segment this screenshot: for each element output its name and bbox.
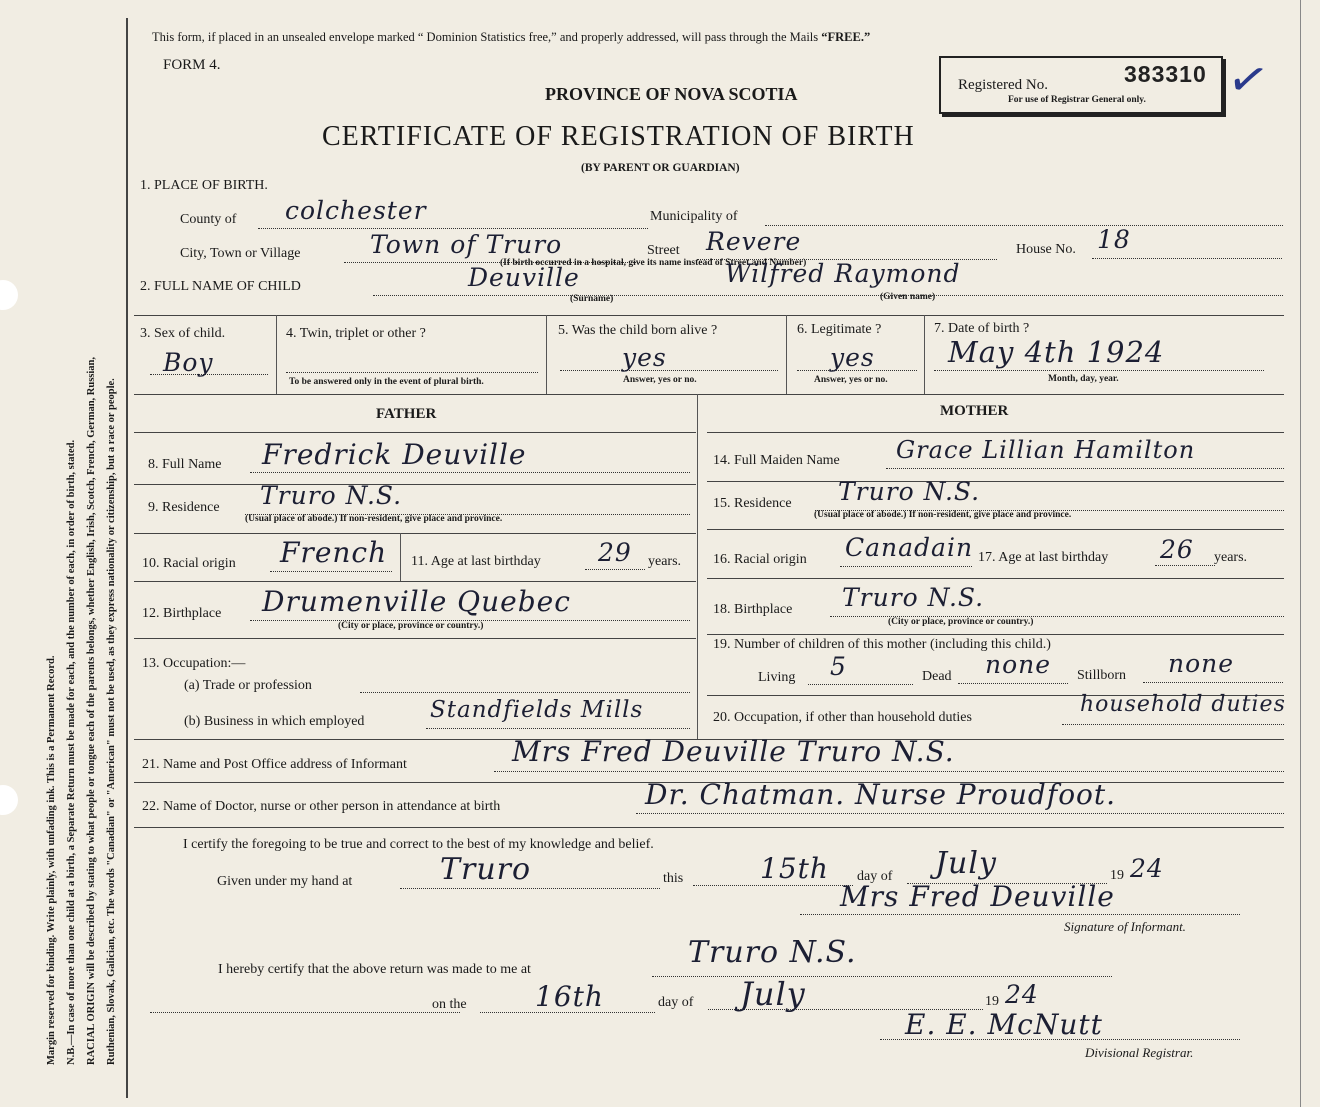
father-occupation-label: 13. Occupation:—: [142, 656, 246, 671]
sex-label: 3. Sex of child.: [140, 326, 226, 341]
child-surname-value: Deuville: [468, 263, 580, 292]
city-value: Town of Truro: [370, 230, 563, 259]
mother-birthplace-note: (City or place, province or country.): [888, 617, 1034, 627]
check-mark: ✓: [1222, 50, 1274, 111]
father-birthplace-label: 12. Birthplace: [142, 606, 222, 621]
mother-occupation-label: 20. Occupation, if other than household duties: [713, 710, 972, 725]
given-name-note: (Given name): [880, 292, 936, 302]
registrar-year-value: 24: [1005, 980, 1039, 1009]
certify-this-label: this: [663, 871, 684, 886]
sex-value: Boy: [163, 348, 214, 377]
registrar-statement: I hereby certify that the above return was made to me at: [218, 962, 531, 977]
born-alive-label: 5. Was the child born alive ?: [558, 323, 718, 338]
father-trade-label: (a) Trade or profession: [184, 678, 312, 693]
certify-statement: I certify the foregoing to be true and correct to the best of my knowledge and belief.: [183, 837, 654, 852]
certificate-subtitle: (BY PARENT OR GUARDIAN): [581, 162, 740, 174]
legitimate-value: yes: [830, 343, 875, 372]
father-racial-origin-value: French: [280, 536, 388, 569]
born-alive-value: yes: [622, 343, 667, 372]
margin-rule: [126, 18, 128, 1098]
margin-note-4: Ruthenian, Slovak, Galician, etc. The words "Canadian" or "American" must not be used, as they express nationality or citizenship, but a race or people.: [106, 378, 117, 1065]
twin-note: To be answered only in the event of plural birth.: [289, 377, 484, 387]
mail-notice-free: “FREE.”: [821, 30, 871, 44]
father-birthplace-note: (City or place, province or country.): [338, 621, 484, 631]
child-name-label: 2. FULL NAME OF CHILD: [140, 279, 301, 294]
mother-residence-label: 15. Residence: [713, 496, 792, 511]
date-of-birth-note: Month, day, year.: [1048, 374, 1119, 384]
father-residence-value: Truro N.S.: [260, 481, 403, 510]
registered-note: For use of Registrar General only.: [1008, 95, 1146, 105]
living-value: 5: [830, 652, 847, 681]
certify-day-value: 15th: [760, 852, 829, 885]
city-label: City, Town or Village: [180, 246, 301, 261]
certify-place-value: Truro: [440, 852, 532, 887]
informant-value: Mrs Fred Deuville Truro N.S.: [512, 735, 955, 768]
mother-residence-value: Truro N.S.: [838, 477, 981, 506]
father-age-unit: years.: [648, 554, 682, 569]
signature-of-informant-label: Signature of Informant.: [1064, 919, 1186, 934]
margin-note-3: RACIAL ORIGIN will be described by stating to what people or tongue each of the parents belongs, whether English, Irish, Scotch, French, German, Russian,: [86, 356, 97, 1065]
father-name-label: 8. Full Name: [148, 457, 222, 472]
county-value: colchester: [285, 196, 427, 225]
certify-month-value: July: [935, 846, 997, 881]
mother-name-value: Grace Lillian Hamilton: [896, 436, 1196, 464]
mother-residence-note: (Usual place of abode.) If non-resident, give place and province.: [814, 510, 1072, 520]
father-heading: FATHER: [376, 406, 437, 422]
certify-dayof-label: day of: [857, 869, 893, 884]
hospital-note: (If birth occurred in a hospital, give its name instead of Street and Number): [500, 258, 807, 268]
certificate-title: CERTIFICATE OF REGISTRATION OF BIRTH: [322, 121, 915, 152]
mother-age-label: 17. Age at last birthday: [978, 550, 1109, 565]
twin-label: 4. Twin, triplet or other ?: [286, 326, 426, 341]
mother-racial-origin-value: Canadain: [845, 533, 974, 562]
certify-year-value: 24: [1130, 854, 1164, 883]
binding-hole-top: [0, 280, 18, 310]
municipality-label: Municipality of: [650, 209, 738, 224]
house-number-label: House No.: [1016, 242, 1076, 257]
mother-occupation-value: household duties: [1080, 692, 1286, 717]
mail-notice: [152, 30, 870, 45]
street-label: Street: [647, 243, 680, 258]
certify-year-prefix: 19: [1110, 868, 1124, 883]
registered-label: Registered No.: [958, 77, 1048, 93]
province-heading: PROVINCE OF NOVA SCOTIA: [545, 84, 798, 104]
children-count-label: 19. Number of children of this mother (including this child.): [713, 637, 1051, 652]
registrar-signature: E. E. McNutt: [905, 1008, 1103, 1041]
registered-number-box: [939, 56, 1223, 114]
registrar-month-value: July: [740, 975, 806, 1013]
legitimate-note: Answer, yes or no.: [814, 375, 888, 385]
mother-age-value: 26: [1160, 535, 1194, 564]
registered-value: 383310: [1124, 61, 1207, 87]
binding-hole-bottom: [0, 785, 18, 815]
dead-label: Dead: [922, 669, 952, 684]
registrar-day-value: 16th: [535, 980, 604, 1013]
stillborn-value: none: [1168, 649, 1235, 678]
stillborn-label: Stillborn: [1077, 668, 1127, 683]
father-business-label: (b) Business in which employed: [184, 714, 365, 729]
informant-signature: Mrs Fred Deuville: [840, 880, 1115, 913]
father-age-value: 29: [598, 538, 632, 567]
form-number: FORM 4.: [163, 57, 221, 73]
county-label: County of: [180, 212, 237, 227]
father-residence-note: (Usual place of abode.) If non-resident, give place and province.: [245, 514, 503, 524]
place-of-birth-label: 1. PLACE OF BIRTH.: [140, 178, 268, 193]
doctor-value: Dr. Chatman. Nurse Proudfoot.: [645, 778, 1117, 811]
surname-note: (Surname): [570, 294, 614, 304]
mother-name-label: 14. Full Maiden Name: [713, 453, 840, 468]
registrar-year-prefix: 19: [985, 994, 999, 1009]
mother-age-unit: years.: [1214, 550, 1248, 565]
divisional-registrar-label: Divisional Registrar.: [1085, 1045, 1194, 1060]
registrar-place-value: Truro N.S.: [688, 935, 857, 970]
mother-birthplace-value: Truro N.S.: [842, 583, 985, 612]
margin-note-2: N.B.—In case of more than one child at a birth, a Separate Return must be made for each, and the number of each, in order of birth, stated.: [66, 439, 77, 1065]
date-of-birth-value: May 4th 1924: [948, 335, 1165, 369]
mother-racial-origin-label: 16. Racial origin: [713, 552, 807, 567]
father-business-value: Standfields Mills: [430, 697, 644, 723]
mail-notice-text: This form, if placed in an unsealed envelope marked “ Dominion Statistics free,” and properly addressed, will pass through the Mails: [152, 30, 819, 44]
registrar-dayof-label: day of: [658, 995, 694, 1010]
legitimate-label: 6. Legitimate ?: [797, 322, 882, 337]
informant-label: 21. Name and Post Office address of Informant: [142, 757, 407, 772]
father-name-value: Fredrick Deuville: [262, 438, 527, 471]
father-age-label: 11. Age at last birthday: [411, 554, 541, 569]
father-residence-label: 9. Residence: [148, 500, 220, 515]
dead-value: none: [985, 650, 1052, 679]
doctor-label: 22. Name of Doctor, nurse or other person in attendance at birth: [142, 799, 501, 814]
born-alive-note: Answer, yes or no.: [623, 375, 697, 385]
mother-heading: MOTHER: [940, 403, 1009, 419]
given-under-hand-label: Given under my hand at: [217, 874, 353, 889]
living-label: Living: [758, 670, 796, 685]
date-of-birth-label: 7. Date of birth ?: [934, 321, 1030, 336]
father-racial-origin-label: 10. Racial origin: [142, 556, 236, 571]
father-birthplace-value: Drumenville Quebec: [262, 585, 571, 618]
street-value: Revere: [706, 227, 802, 256]
mother-birthplace-label: 18. Birthplace: [713, 602, 793, 617]
on-the-label: on the: [432, 997, 467, 1012]
right-edge-rule: [1300, 0, 1301, 1107]
house-number-value: 18: [1097, 225, 1131, 254]
child-given-name-value: Wilfred Raymond: [725, 259, 961, 288]
margin-note-1: Margin reserved for binding. Write plainly, with unfading ink. This is a Permanent Record.: [46, 655, 57, 1065]
